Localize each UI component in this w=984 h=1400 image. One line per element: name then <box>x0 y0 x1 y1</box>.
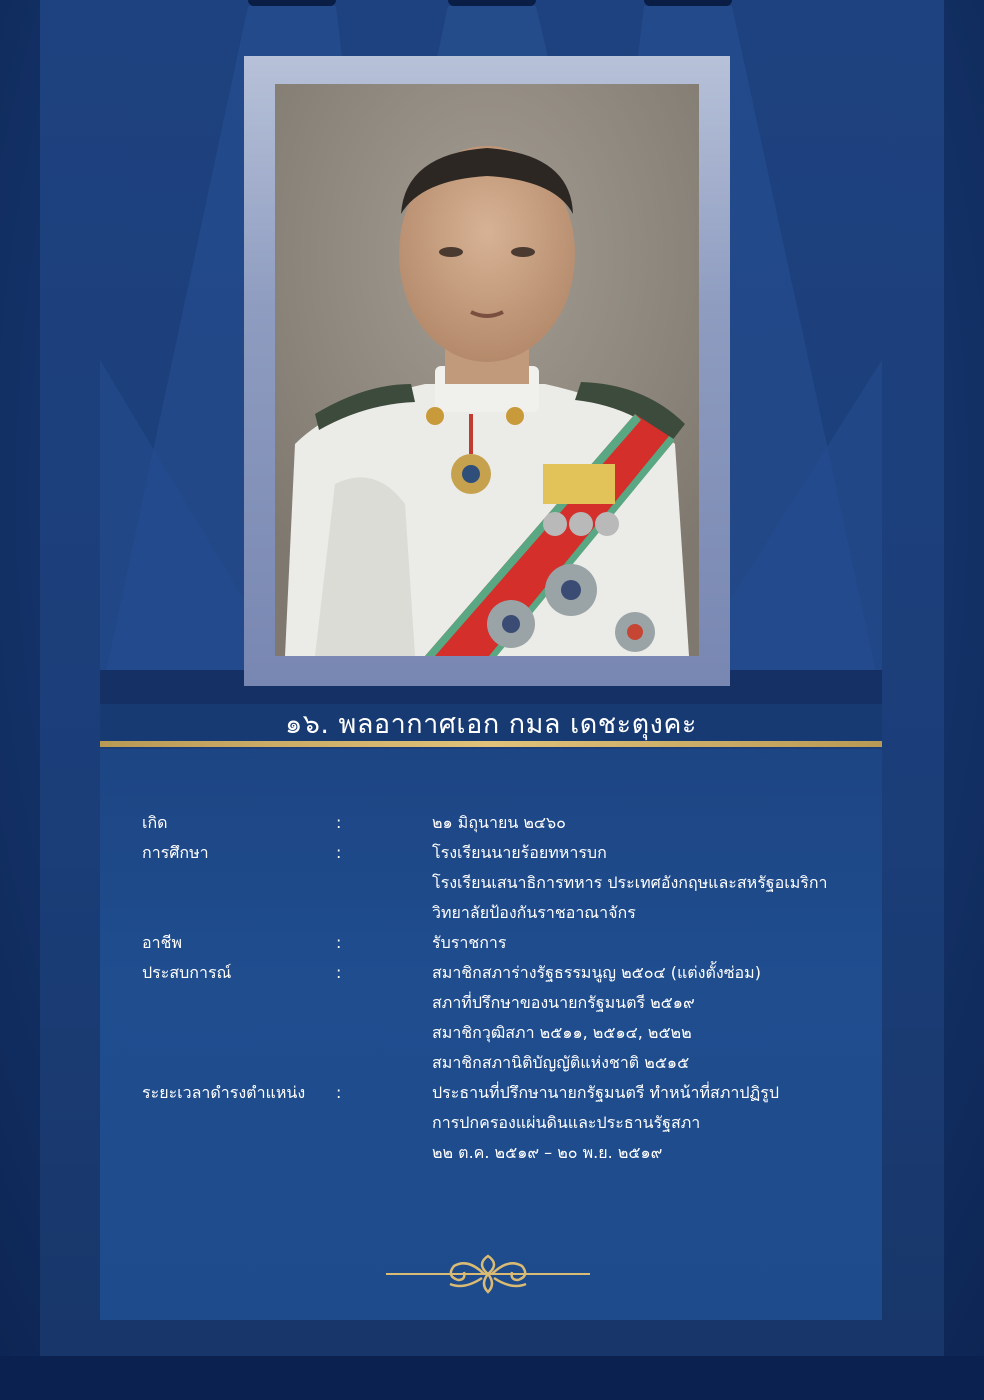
field-row-term <box>0 1078 984 1108</box>
field-value: สมาชิกวุฒิสภา ๒๕๑๑, ๒๕๑๔, ๒๕๒๒ <box>432 1023 692 1042</box>
field-row-occupation <box>0 928 984 958</box>
field-row-education <box>0 838 984 868</box>
scroll-ornament-icon <box>384 1250 592 1298</box>
field-value: การปกครองแผ่นดินและประธานรัฐสภา <box>432 1113 701 1132</box>
field-row-term-cont <box>0 1138 984 1168</box>
portrait <box>275 84 699 656</box>
field-value: ประธานที่ปรึกษานายกรัฐมนตรี ทำหน้าที่สภาปฏิรูป <box>432 1083 779 1102</box>
field-value: ๒๒ ต.ค. ๒๕๑๙ – ๒๐ พ.ย. ๒๕๑๙ <box>432 1143 663 1162</box>
field-row-education-cont <box>0 898 984 928</box>
field-label: ระยะเวลาดำรงตำแหน่ง <box>142 1083 306 1102</box>
field-value: สมาชิกสภานิติบัญญัติแห่งชาติ ๒๕๑๕ <box>432 1053 690 1072</box>
field-value: โรงเรียนเสนาธิการทหาร ประเทศอังกฤษและสหรัฐอเมริกา <box>432 873 828 892</box>
field-value: โรงเรียนนายร้อยทหารบก <box>432 843 607 862</box>
field-value: สมาชิกสภาร่างรัฐธรรมนูญ ๒๕๐๔ (แต่งตั้งซ่อม) <box>432 963 761 982</box>
field-colon: : <box>336 933 342 952</box>
field-colon: : <box>336 1083 342 1102</box>
bottom-band <box>0 1356 984 1400</box>
field-label: อาชีพ <box>142 933 182 952</box>
field-label: เกิด <box>142 813 168 832</box>
field-label: การศึกษา <box>142 843 209 862</box>
field-value: วิทยาลัยป้องกันราชอาณาจักร <box>432 903 636 922</box>
field-row-education-cont <box>0 868 984 898</box>
title-underline <box>100 741 882 747</box>
field-row-experience <box>0 958 984 988</box>
field-row-experience-cont <box>0 1018 984 1048</box>
page-title: ๑๖. พลอากาศเอก กมล เดชะตุงคะ <box>285 709 697 740</box>
field-colon: : <box>336 843 342 862</box>
field-label: ประสบการณ์ <box>142 963 232 982</box>
field-value: สภาที่ปรึกษาของนายกรัฐมนตรี ๒๕๑๙ <box>432 993 695 1012</box>
field-row-birth <box>0 808 984 838</box>
field-colon: : <box>336 813 342 832</box>
field-value: รับราชการ <box>432 933 507 952</box>
field-row-term-cont <box>0 1108 984 1138</box>
field-row-experience-cont <box>0 988 984 1018</box>
portrait-figure-icon <box>275 84 699 656</box>
field-colon: : <box>336 963 342 982</box>
field-value: ๒๑ มิถุนายน ๒๔๖๐ <box>432 813 566 832</box>
field-row-experience-cont <box>0 1048 984 1078</box>
